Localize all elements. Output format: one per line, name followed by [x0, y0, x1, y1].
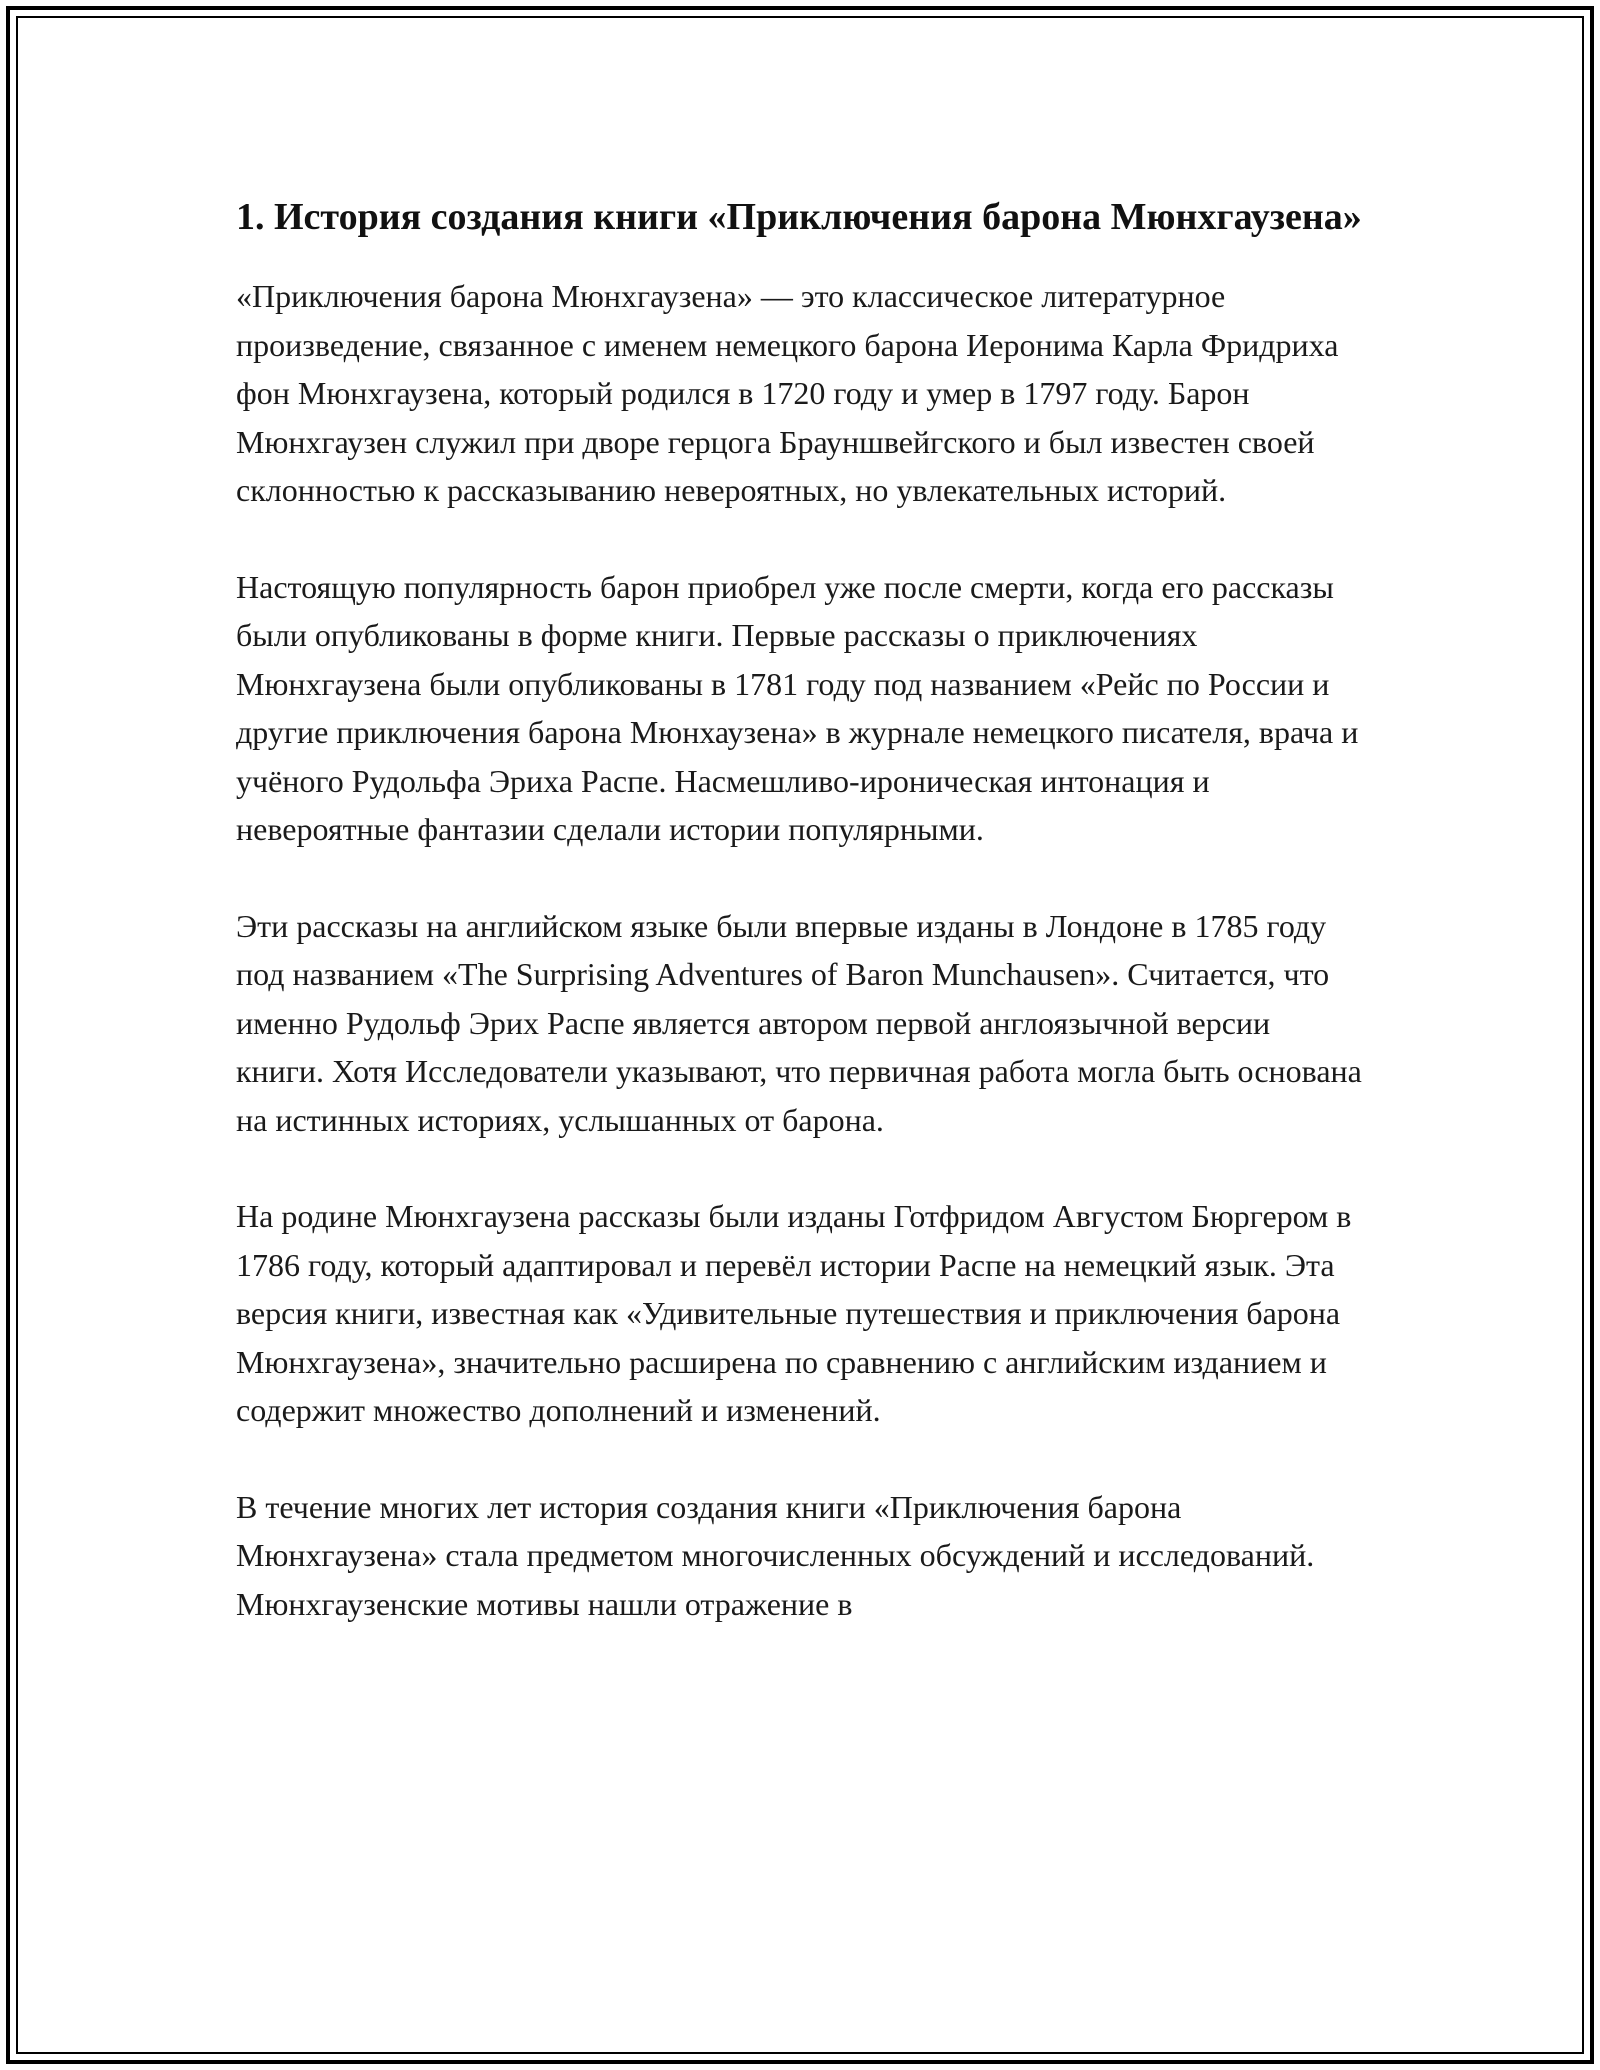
paragraph-3: Эти рассказы на английском языке были впервые изданы в Лондоне в 1785 году под названием «The Surprising Adventures of Baron Munchausen». Считается, что именно Рудольф Эрих Распе является автором первой англоязычной версии книги. Хотя Исследователи указывают, что первичная работа могла быть основана на истинных историях, услышанных от барона.	[236, 907, 1362, 1138]
section-heading: 1. История создания книги «Приключения барона Мюнхгаузена»	[236, 196, 1362, 238]
paragraph-4: На родине Мюнхгаузена рассказы были изданы Готфридом Августом Бюргером в 1786 году, который адаптировал и перевёл истории Распе на немецкий язык. Эта версия книги, известная как «Удивительные путешествия и приключения барона Мюнхгаузена», значительно расширена по сравнению с английским изданием и содержит множество дополнений и изменений.	[236, 1198, 1352, 1428]
paragraph-1: «Приключения барона Мюнхгаузена» — это классическое литературное произведение, связанное с именем немецкого барона Иеронима Карла Фридриха фон Мюнхгаузена, который родился в 1720 году и умер в 1797 году. Барон Мюнхгаузен служил при дворе герцога Брауншвейгского и был известен своей склонностью к рассказыванию невероятных, но увлекательных историй.	[236, 278, 1339, 508]
paragraph-2: Настоящую популярность барон приобрел уже после смерти, когда его рассказы были опубликованы в форме книги. Первые рассказы о приключениях Мюнхгаузена были опубликованы в 1781 году под названием «Рейс по России и другие приключения барона Мюнхаузена» в журнале немецкого писателя, врача и учёного Рудольфа Эриха Распе. Насмешливо-ироническая интонация и невероятные фантазии сделали истории популярными.	[236, 568, 1359, 847]
paragraph-5: В течение многих лет история создания книги «Приключения барона Мюнхгаузена» стала предметом многочисленных обсуждений и исследований. Мюнхгаузенские мотивы нашли отражение в	[236, 1488, 1315, 1622]
document-body	[236, 188, 1366, 1676]
